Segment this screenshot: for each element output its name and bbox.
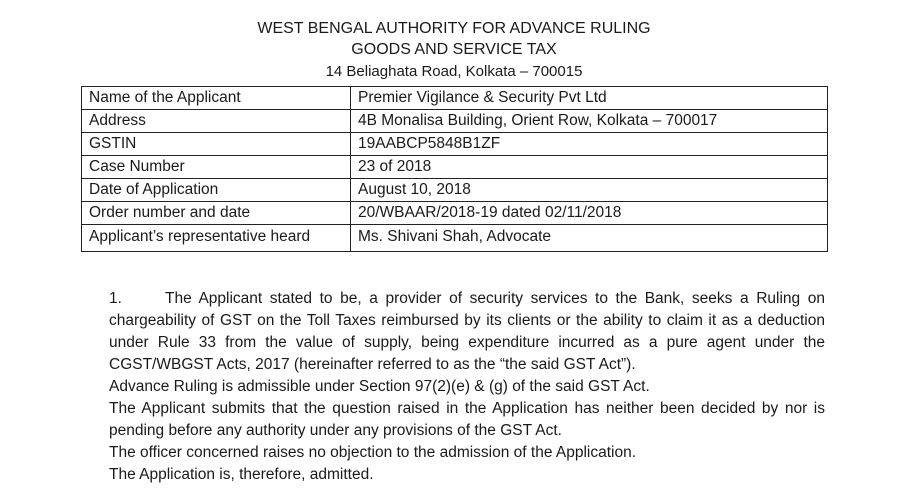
authority-address: 14 Beliaghata Road, Kolkata – 700015 (325, 63, 583, 80)
row-value: August 10, 2018 (351, 179, 828, 202)
row-value: 4B Monalisa Building, Orient Row, Kolkata – 700017 (351, 110, 828, 133)
document-header (0, 18, 908, 83)
row-label: GSTIN (82, 133, 351, 156)
row-label: Case Number (82, 156, 351, 179)
row-value: 20/WBAAR/2018-19 dated 02/11/2018 (351, 202, 828, 225)
row-value: 19AABCP5848B1ZF (351, 133, 828, 156)
row-label: Applicant’s representative heard (82, 225, 351, 252)
tax-title: GOODS AND SERVICE TAX (351, 41, 557, 58)
ruling-body (109, 288, 825, 486)
paragraph-number: 1. (109, 290, 122, 307)
table-row (82, 156, 828, 179)
paragraph-admitted: The Application is, therefore, admitted. (109, 466, 374, 483)
row-label: Address (82, 110, 351, 133)
row-label: Date of Application (82, 179, 351, 202)
paragraph-1 (109, 288, 825, 376)
row-label: Name of the Applicant (82, 87, 351, 110)
table-row (82, 110, 828, 133)
paragraph-submission: The Applicant submits that the question raised in the Application has neither been decided by nor is pending before any authority under any provisions of the GST Act. (109, 400, 825, 439)
applicant-details-table (81, 86, 828, 252)
paragraph-objection: The officer concerned raises no objection to the admission of the Application. (109, 444, 637, 461)
row-value: Premier Vigilance & Security Pvt Ltd (351, 87, 828, 110)
table-row (82, 225, 828, 252)
table-row (82, 202, 828, 225)
table-row (82, 87, 828, 110)
row-value: 23 of 2018 (351, 156, 828, 179)
row-value: Ms. Shivani Shah, Advocate (351, 225, 828, 252)
row-label: Order number and date (82, 202, 351, 225)
table-row (82, 179, 828, 202)
table-row (82, 133, 828, 156)
paragraph-1-text: The Applicant stated to be, a provider of security services to the Bank, seeks a Ruling on chargeability of GST on the Toll Taxes reimbursed by its clients or the ability to claim it as a deduction under Rule 33 from the value of supply, being expenditure incurred as a pure agent under the CGST/WBGST Acts, 2017 (hereinafter referred to as the “the said GST Act”). (109, 290, 825, 373)
authority-title: WEST BENGAL AUTHORITY FOR ADVANCE RULING (257, 20, 651, 37)
paragraph-admissibility: Advance Ruling is admissible under Section 97(2)(e) & (g) of the said GST Act. (109, 378, 650, 395)
